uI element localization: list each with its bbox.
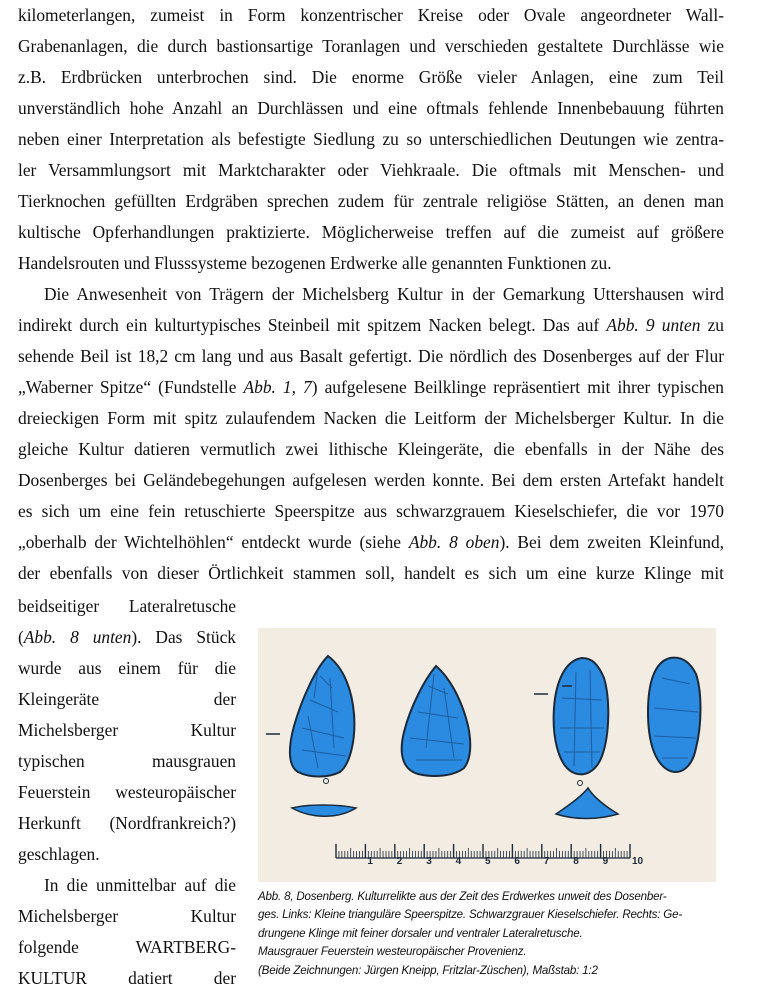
text-line: Dosenberges bei Geländebegehungen aufgelesen werden konnte. Bei dem ersten Artefakt handelt bbox=[18, 470, 724, 490]
scale-label: 1 bbox=[367, 856, 373, 867]
text-line: In die unmittelbar auf die bbox=[44, 875, 236, 895]
figure-reference: Abb. 9 unten bbox=[606, 315, 701, 335]
blade-section bbox=[556, 788, 618, 819]
spearpoint-front bbox=[290, 656, 354, 777]
text-line: dreieckigen Form mit spitz zulaufendem Nacken die Leitform der Michelsberger Kultur. In die bbox=[18, 408, 724, 428]
text-line: Grabenanlagen, die durch bastionsartige Toranlagen und verschieden gestaltete Durchlässe wie bbox=[18, 36, 724, 56]
blade-front bbox=[554, 658, 609, 774]
text-line: folgende WARTBERG- bbox=[18, 937, 236, 957]
caption-line: (Beide Zeichnungen: Jürgen Kneipp, Fritzlar-Züschen), Maßstab: 1:2 bbox=[258, 963, 598, 977]
text-line: beidseitiger Lateralretusche bbox=[18, 596, 236, 616]
text-line: Tierknochen gefüllten Erdgräben sprechen zudem für zentrale religiöse Stätten, an denen man bbox=[18, 191, 724, 211]
text-line: sehende Beil ist 18,2 cm lang und aus Basalt gefertigt. Die nördlich des Dosenberges auf der Flur bbox=[18, 346, 724, 366]
text-line: „oberhalb der Wichtelhöhlen“ entdeckt wurde (siehe Abb. 8 oben). Bei dem zweiten Kleinfund, bbox=[18, 532, 725, 552]
text-line: (Abb. 8 unten). Das Stück bbox=[18, 627, 236, 647]
caption-line: Mausgrauer Feuerstein westeuropäischer Provenienz. bbox=[258, 945, 527, 959]
scale-label: 10 bbox=[632, 856, 644, 867]
text-line: KULTUR datiert der bbox=[18, 968, 236, 988]
text-line: neben einer Interpretation als befestigte Siedlung zu so unterschiedlichen Deutungen wie zentra- bbox=[18, 129, 724, 149]
caption-line: drungene Klinge mit feiner dorsaler und ventraler Lateralretusche. bbox=[258, 926, 583, 940]
spearpoint-section bbox=[292, 805, 356, 816]
caption-line: Abb. 8, Dosenberg. Kulturrelikte aus der Zeit des Erdwerkes unweit des Dosenber- bbox=[258, 890, 667, 903]
text-line: Handelsrouten und Flusssysteme bezogenen Erdwerke alle genannten Funktionen zu. bbox=[18, 253, 612, 273]
text-line: geschlagen. bbox=[18, 844, 100, 864]
text-line: wurde aus einem für die bbox=[18, 658, 236, 678]
text-line: Kleingeräte der bbox=[18, 689, 236, 709]
scale-label: 6 bbox=[514, 856, 520, 867]
figure-reference: Abb. 8 unten bbox=[23, 627, 132, 647]
figure-reference: Abb. 1, 7 bbox=[243, 377, 312, 397]
artifact-drawing bbox=[258, 628, 716, 882]
text-line: gleiche Kultur datieren vermutlich zwei lithische Kleingeräte, die ebenfalls in der Nähe des bbox=[18, 439, 724, 459]
text-line: Michelsberger Kultur bbox=[18, 906, 236, 926]
scale-label: 8 bbox=[573, 856, 579, 867]
text-line: kultische Opferhandlungen praktizierte. Möglicherweise treffen auf die zumeist auf größere bbox=[18, 222, 724, 242]
figure-reference: Abb. 8 oben bbox=[408, 532, 500, 552]
scale-label: 3 bbox=[426, 856, 432, 867]
scale-label: 4 bbox=[455, 856, 462, 867]
artifact-figure bbox=[258, 628, 716, 882]
main-text-block bbox=[18, 0, 724, 589]
scale-label: 5 bbox=[485, 856, 491, 867]
text-line: Michelsberger Kultur bbox=[18, 720, 236, 740]
text-line: indirekt durch ein kulturtypisches Steinbeil mit spitzem Nacken belegt. Das auf Abb. 9 unten zu bbox=[18, 315, 725, 335]
text-line: z.B. Erdbrücken unterbrochen sind. Die enorme Größe vieler Anlagen, eine zum Teil bbox=[18, 67, 724, 87]
text-line: unverständlich hohe Anzahl an Durchlässen und eine oftmals fehlende Innenbebauung führten bbox=[18, 98, 724, 118]
scale-label: 7 bbox=[543, 856, 550, 867]
caption-line: ges. Links: Kleine trianguläre Speerspitze. Schwarzgrauer Kieselschiefer. Rechts: Ge- bbox=[258, 908, 682, 922]
narrow-text-column bbox=[18, 591, 236, 994]
text-line: Die Anwesenheit von Trägern der Michelsberg Kultur in der Gemarkung Uttershausen wird bbox=[44, 284, 724, 304]
text-line: Herkunft (Nordfrankreich?) bbox=[18, 813, 236, 833]
scale-label: 9 bbox=[602, 856, 609, 867]
text-line: kilometerlangen, zumeist in Form konzentrischer Kreise oder Ovale angeordneter Wall- bbox=[18, 5, 724, 25]
scale-label: 2 bbox=[396, 856, 403, 867]
text-line: der ebenfalls von dieser Örtlichkeit stammen soll, handelt es sich um eine kurze Klinge mit bbox=[18, 563, 724, 583]
figure-caption bbox=[258, 888, 720, 980]
text-line: es sich um eine fein retuschierte Speerspitze aus schwarzgrauem Kieselschiefer, die vor 1970 bbox=[18, 501, 724, 521]
scale-ruler bbox=[336, 844, 644, 867]
text-line: ler Versammlungsort mit Marktcharakter oder Viehkraale. Die oftmals mit Menschen- und bbox=[18, 160, 724, 180]
blade-back bbox=[648, 658, 701, 772]
text-line: typischen mausgrauen bbox=[18, 751, 236, 771]
text-line: Feuerstein westeuropäischer bbox=[18, 782, 236, 802]
text-line: „Waberner Spitze“ (Fundstelle Abb. 1, 7) aufgelesene Beilklinge repräsentiert mit ihrer typischen bbox=[18, 377, 724, 397]
